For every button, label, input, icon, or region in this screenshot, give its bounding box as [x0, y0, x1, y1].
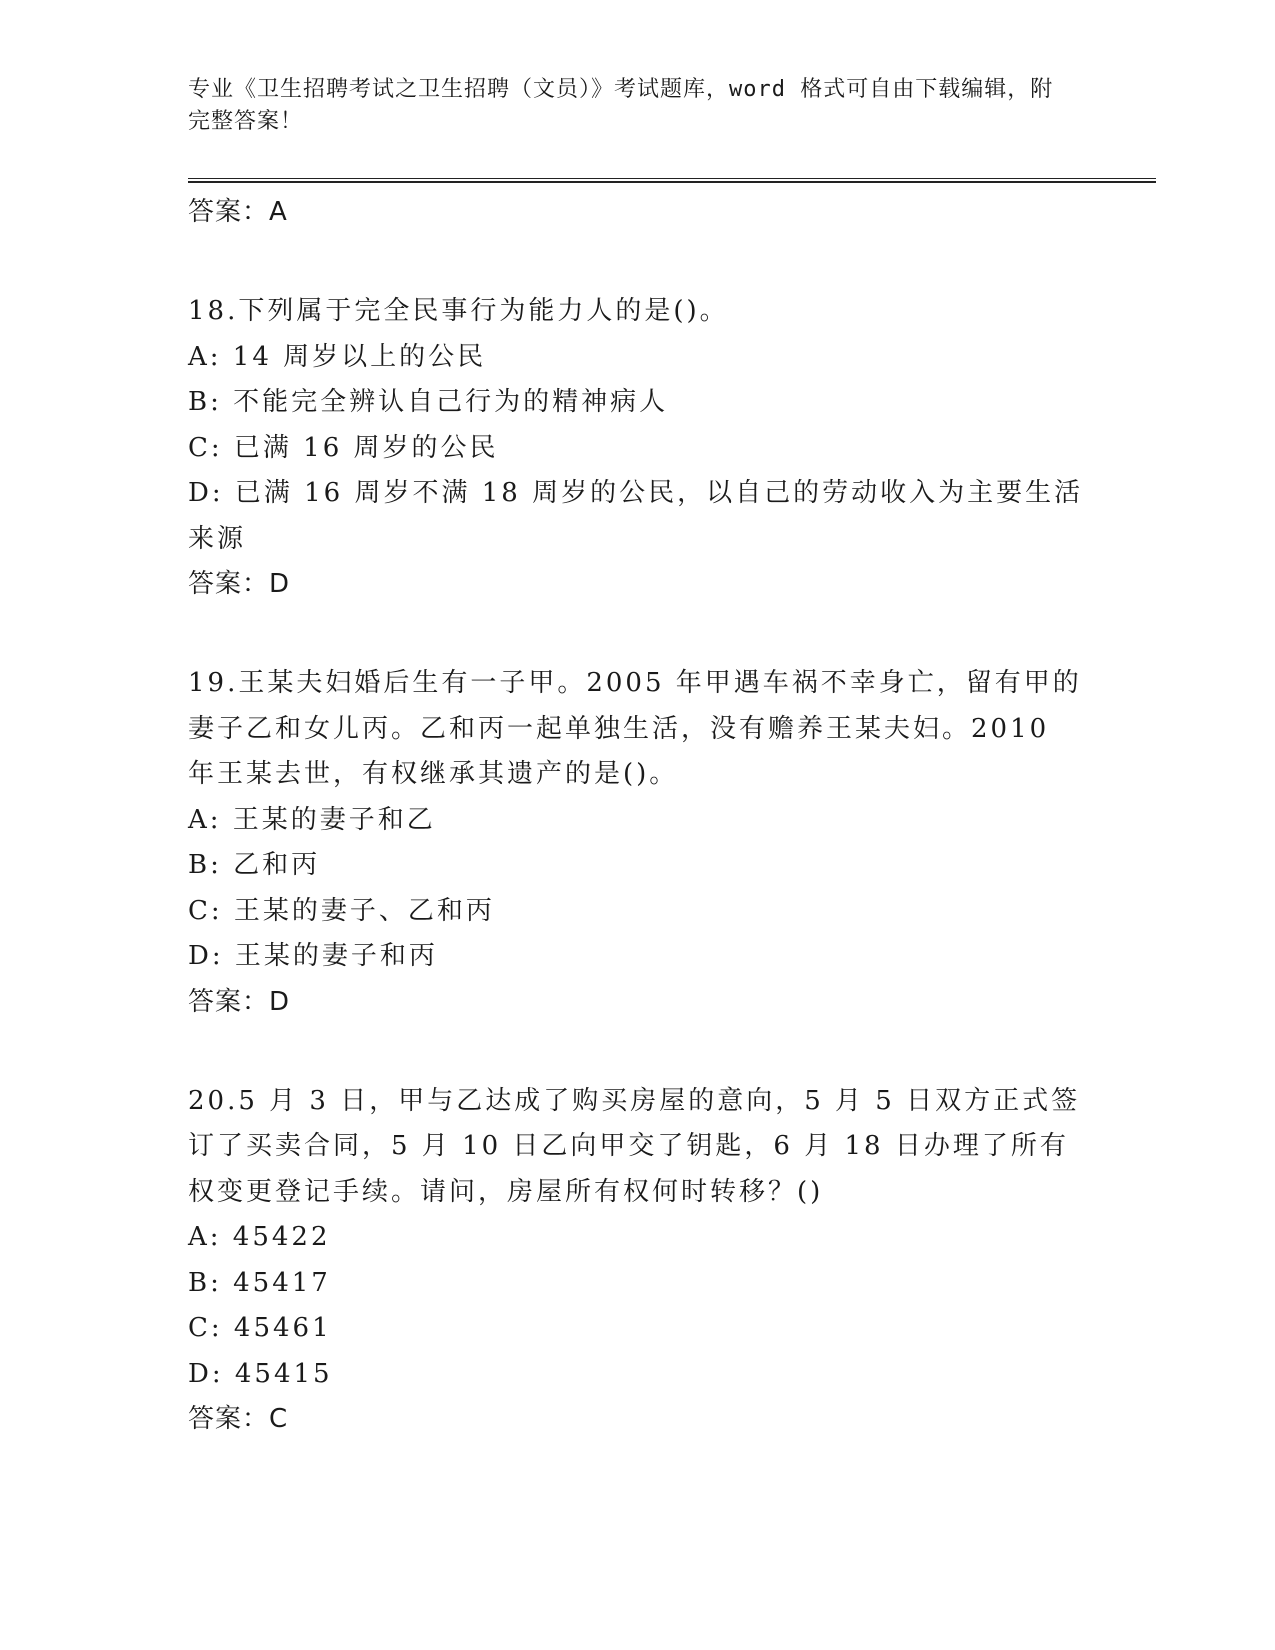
question-stem: 18.下列属于完全民事行为能力人的是()。: [188, 296, 729, 326]
question-stem: 19.王某夫妇婚后生有一子甲。2005 年甲遇车祸不幸身亡，留有甲的妻子乙和女儿丙。乙和丙一起单独生活，没有赡养王某夫妇。2010 年王某去世，有权继承其遗产的是()。: [188, 668, 1082, 789]
option-c: C: 已满 16 周岁的公民: [188, 432, 499, 463]
option-a: A: 45422: [188, 1222, 331, 1252]
question-item: [188, 1079, 1088, 1442]
option-a: A: 王某的妻子和乙: [188, 804, 436, 835]
option-b: B: 不能完全辨认自己行为的精神病人: [188, 387, 669, 417]
question-list: [188, 190, 1088, 1441]
option-c: C: 王某的妻子、乙和丙: [188, 895, 495, 926]
document-header: 专业《卫生招聘考试之卫生招聘（文员）》考试题库，word 格式可自由下载编辑，附完整答案！: [188, 77, 1054, 134]
question-item: [188, 289, 1088, 606]
option-b: B: 45417: [188, 1267, 331, 1298]
option-b: B: 乙和丙: [188, 850, 321, 880]
answer-line: 答案：D: [188, 986, 291, 1017]
option-d: D: 45415: [188, 1358, 333, 1389]
option-c: C: 45461: [188, 1313, 332, 1343]
answer-line: 答案：A: [188, 197, 288, 227]
option-d: D: 王某的妻子和丙: [188, 941, 438, 971]
answer-line: 答案：D: [188, 569, 291, 599]
option-d: D: 已满 16 周岁不满 18 周岁的公民，以自己的劳动收入为主要生活来源: [188, 478, 1084, 554]
header-divider: [188, 178, 1156, 183]
option-a: A: 14 周岁以上的公民: [188, 341, 487, 372]
question-stem: 20.5 月 3 日，甲与乙达成了购买房屋的意向，5 月 5 日双方正式签订了买卖合同，5 月 10 日乙向甲交了钥匙，6 月 18 日办理了所有权变更登记手续。请问，房屋所有权何时转移？(): [188, 1085, 1081, 1207]
answer-line: 答案：C: [188, 1404, 289, 1434]
question-item: [188, 661, 1088, 1024]
